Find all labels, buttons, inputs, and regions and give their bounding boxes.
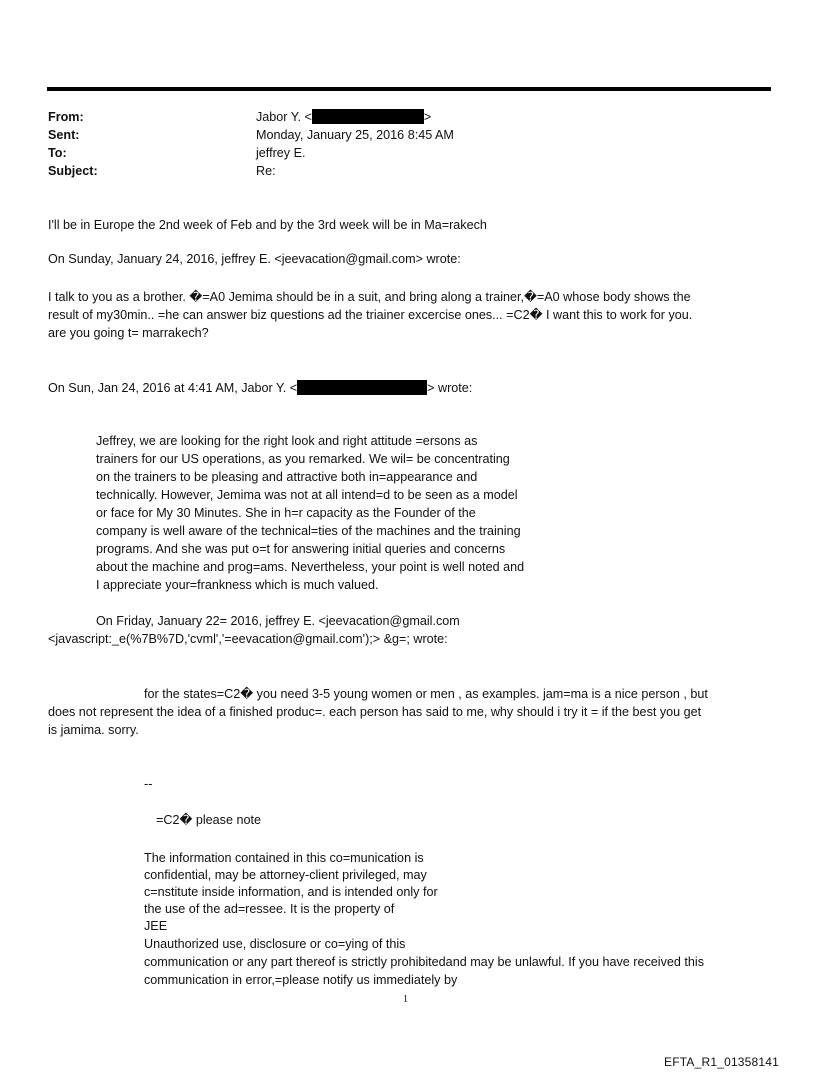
page-number: 1 xyxy=(403,994,408,1005)
redaction-box xyxy=(312,109,424,124)
quote2-header xyxy=(48,379,472,397)
quote2-header-end: > wrote: xyxy=(427,381,473,395)
quote2-header-start: On Sun, Jan 24, 2016 at 4:41 AM, Jabor Y. < xyxy=(48,381,298,395)
quote2-line: Jeffrey, we are looking for the right look and right attitude =ersons as xyxy=(96,434,478,448)
quote2-line: technically. However, Jemima was not at all intend=d to be seen as a model xyxy=(96,488,518,502)
quote3-header: <javascript:_e(%7B%7D,'cvml','=eevacation@gmail.com');> &g=; wrote: xyxy=(48,632,448,646)
subject-value: Re: xyxy=(256,164,276,178)
disclaimer-line: the use of the ad=ressee. It is the property of xyxy=(144,902,395,916)
disclaimer-line: communication or any part thereof is strictly prohibitedand may be unlawful. If you have received this xyxy=(144,955,705,969)
redaction-box xyxy=(297,380,427,395)
disclaimer-line: Unauthorized use, disclosure or co=ying of this xyxy=(144,937,406,951)
signature-dash: -- xyxy=(144,777,153,791)
header-rule xyxy=(47,87,771,91)
disclaimer-line: c=nstitute inside information, and is intended only for xyxy=(144,885,438,899)
quote3-line: is jamima. sorry. xyxy=(48,723,139,737)
quote1-header: On Sunday, January 24, 2016, jeffrey E. <jeevacation@gmail.com> wrote: xyxy=(48,252,461,266)
disclaimer-line: communication in error,=please notify us immediately by xyxy=(144,973,458,987)
quote3-line: for the states=C2� you need 3-5 young women or men , as examples. jam=ma is a nice person , but xyxy=(144,687,708,701)
disclaimer-line: The information contained in this co=munication is xyxy=(144,851,424,865)
from-label: From: xyxy=(48,110,84,124)
from-value xyxy=(256,108,431,126)
bates-number: EFTA_R1_01358141 xyxy=(664,1055,780,1069)
reply-text: I'll be in Europe the 2nd week of Feb and by the 3rd week will be in Ma=rakech xyxy=(48,218,487,232)
sent-label: Sent: xyxy=(48,128,80,142)
quote2-line: on the trainers to be pleasing and attractive both in=appearance and xyxy=(96,470,478,484)
from-end: > xyxy=(423,110,432,124)
disclaimer-line: confidential, may be attorney-client privileged, may xyxy=(144,868,427,882)
quote2-line: I appreciate your=frankness which is much valued. xyxy=(96,578,379,592)
quote1-line: result of my30min.. =he can answer biz questions ad the triainer excercise ones... =C2� I want this to work for you. xyxy=(48,308,693,322)
quote2-line: about the machine and prog=ams. Nevertheless, your point is well noted and xyxy=(96,560,525,574)
to-value: jeffrey E. xyxy=(256,146,306,160)
disclaimer-line: JEE xyxy=(144,919,168,933)
signature-note: =C2� please note xyxy=(156,813,261,827)
quote3-header: On Friday, January 22= 2016, jeffrey E. <jeevacation@gmail.com xyxy=(96,614,460,628)
from-name: Jabor Y. < xyxy=(256,110,312,124)
sent-value: Monday, January 25, 2016 8:45 AM xyxy=(256,128,454,142)
quote1-line: I talk to you as a brother. �=A0 Jemima should be in a suit, and bring along a trainer,�=A0 whose body shows the xyxy=(48,290,691,304)
quote1-line: are you going t= marrakech? xyxy=(48,326,209,340)
quote2-line: company is well aware of the technical=ties of the machines and the training xyxy=(96,524,521,538)
quote2-line: trainers for our US operations, as you remarked. We wil= be concentrating xyxy=(96,452,510,466)
to-label: To: xyxy=(48,146,67,160)
quote3-line: does not represent the idea of a finished produc=. each person has said to me, why should i try it = if the best you get xyxy=(48,705,702,719)
quote2-line: or face for My 30 Minutes. She in h=r capacity as the Founder of the xyxy=(96,506,476,520)
quote2-line: programs. And she was put o=t for answering initial queries and concerns xyxy=(96,542,506,556)
subject-label: Subject: xyxy=(48,164,98,178)
